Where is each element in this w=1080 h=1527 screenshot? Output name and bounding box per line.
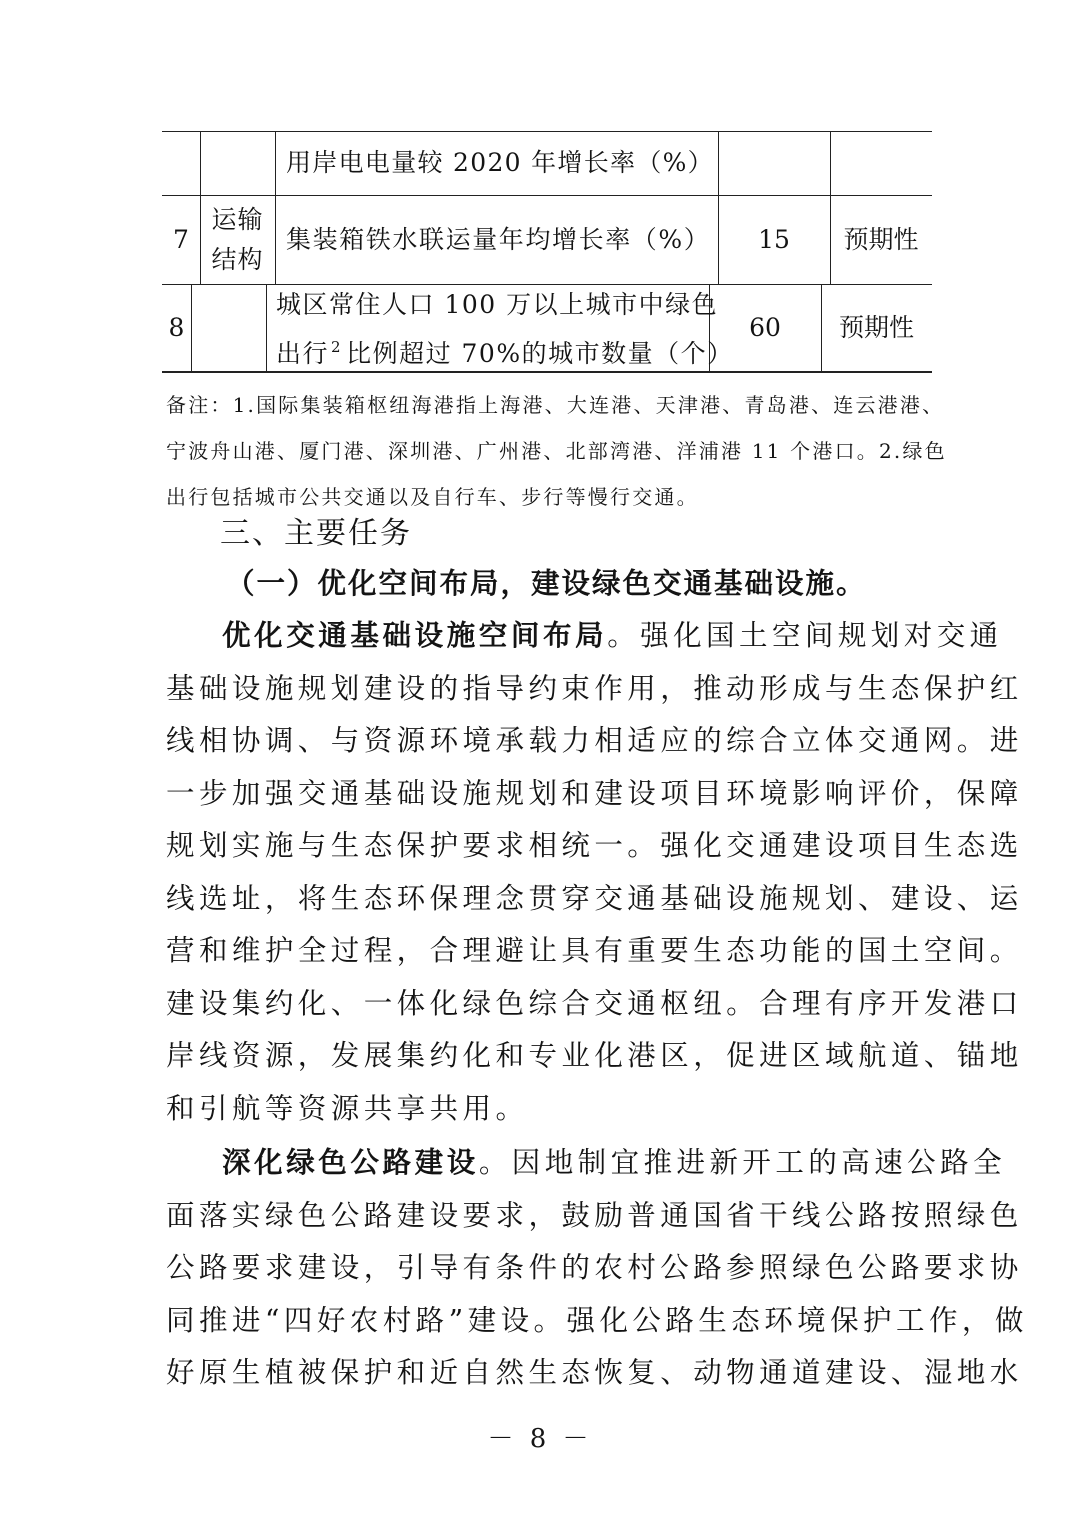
paragraph-line: 和引航等资源共享共用。 (166, 1091, 529, 1125)
table-row-2-target: 15 (758, 224, 790, 254)
indicator-table (162, 131, 932, 373)
table-row-2-attribute: 预期性 (843, 224, 919, 254)
paragraph-line: 一步加强交通基础设施规划和建设项目环境影响评价，保障 (166, 776, 1023, 810)
table-row-1-indicator: 用岸电电量较 2020 年增长率（%） (286, 148, 714, 177)
paragraph-line: 公路要求建设，引导有条件的农村公路参照绿色公路要求协 (166, 1251, 1023, 1284)
note-line: 宁波舟山港、厦门港、深圳港、广州港、北部湾港、洋浦港 11 个港口。2.绿色 (166, 439, 947, 463)
paragraph-line: 同推进“四好农村路”建设。强化公路生态环境保护工作，做 (166, 1303, 1028, 1337)
page-number: － 8 － (487, 1424, 593, 1454)
paragraph-line: 优化交通基础设施空间布局。强化国土空间规划对交通 (222, 619, 1003, 652)
paragraph-line: 线选址，将生态环保理念贯穿交通基础设施规划、建设、运 (166, 881, 1023, 915)
table-row-2-indicator: 集装箱铁水联运量年均增长率（%） (286, 224, 711, 254)
paragraph-line: 规划实施与生态保护要求相统一。强化交通建设项目生态选 (166, 829, 1023, 862)
paragraph-lead-bold: 深化绿色公路建设 (222, 1146, 479, 1179)
table-row-3-indicator: 城区常住人口 100 万以上城市中绿色 出行 $^2$ 比例超过 70%的城市数量（个） (276, 290, 734, 368)
table-row-2-category: 运输 结构 (211, 204, 264, 274)
paragraph-line: 岸线资源，发展集约化和专业化港区，促进区域航道、锚地 (166, 1039, 1023, 1072)
paragraph-line: 深化绿色公路建设。因地制宜推进新开工的高速公路全 (222, 1146, 1007, 1179)
table-col-divider (191, 284, 192, 372)
note-line: 备注：1.国际集装箱枢纽海港指上海港、大连港、天津港、青岛港、连云港港、 (166, 393, 945, 417)
subsection-heading: （一）优化空间布局，建设绿色交通基础设施。 (226, 566, 867, 600)
paragraph-line: 基础设施规划建设的指导约束作用，推动形成与生态保护红 (166, 671, 1023, 705)
table-row-3-attribute: 预期性 (838, 313, 914, 342)
table-row-3-number: 8 (168, 313, 185, 342)
table-note (166, 382, 947, 520)
paragraph-line: 好原生植被保护和近自然生态恢复、动物通道建设、湿地水 (166, 1356, 1023, 1389)
paragraph-line: 建设集约化、一体化绿色综合交通枢纽。合理有序开发港口 (166, 986, 1023, 1020)
section-heading: 三、主要任务 (220, 516, 412, 551)
table-col-divider (266, 284, 267, 372)
table-col-divider (275, 131, 276, 284)
table-row-2-number: 7 (173, 224, 189, 254)
paragraph-2 (166, 1137, 1028, 1400)
note-line: 出行包括城市公共交通以及自行车、步行等慢行交通。 (166, 485, 699, 509)
paragraph-line: 线相协调、与资源环境承载力相适应的综合立体交通网。进 (166, 724, 1023, 757)
paragraph-1 (166, 610, 1023, 1135)
paragraph-lead-bold: 优化交通基础设施空间布局 (222, 619, 608, 652)
table-row-3-target: 60 (749, 313, 781, 342)
paragraph-line: 营和维护全过程，合理避让具有重要生态功能的国土空间。 (166, 934, 1023, 967)
paragraph-line: 面落实绿色公路建设要求，鼓励普通国省干线公路按照绿色 (166, 1198, 1023, 1232)
